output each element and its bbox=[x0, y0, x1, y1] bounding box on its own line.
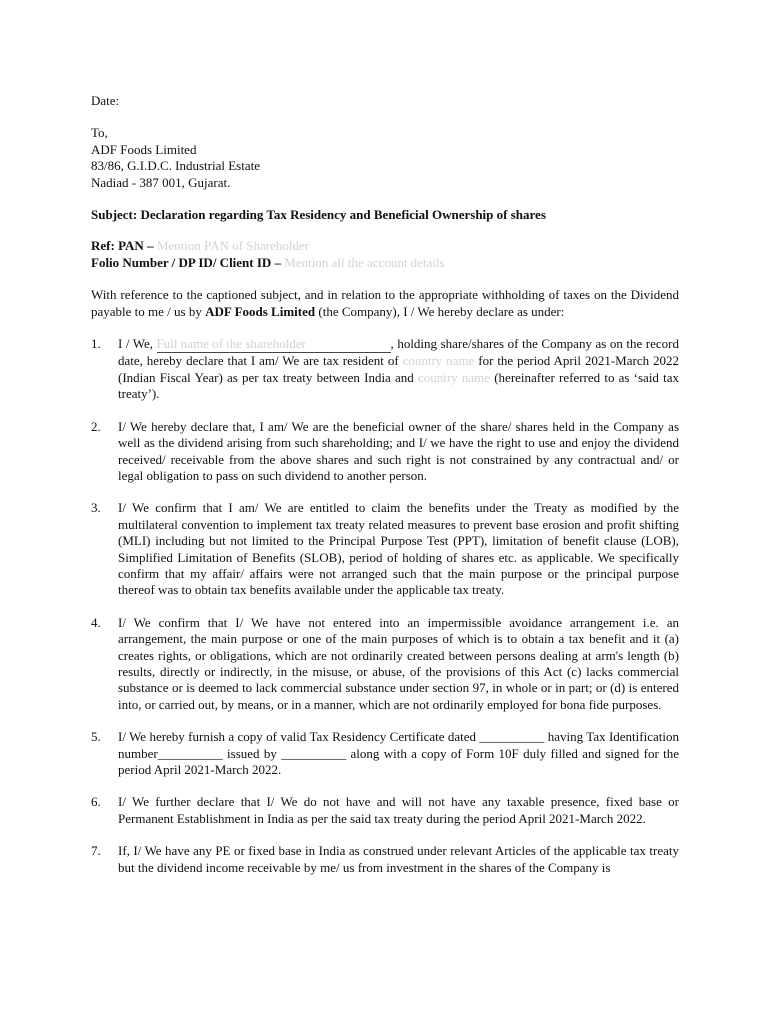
list-item bbox=[91, 794, 679, 827]
recipient-address bbox=[91, 125, 679, 191]
item-text: I/ We hereby declare that, I am/ We are the beneficial owner of the share/ shares held in the Company as well as the dividend arising from such shareholding; and I/ we have the right to use and enjoy the dividend received/ receivable from the above shares and such right is not constrained by any contractual and/ or legal obligation to pass on such dividend to another person. bbox=[118, 418, 679, 483]
subject-line: Subject: Declaration regarding Tax Residency and Beneficial Ownership of shares bbox=[91, 207, 546, 223]
item-1-tail: (hereinafter referred to as ‘said tax treaty’). bbox=[118, 369, 679, 402]
item-text: I/ We further declare that I/ We do not have and will not have any taxable presence, fixed base or Permanent Establishment in India as per the said tax treaty during the period April 2021-March 2022. bbox=[118, 794, 679, 826]
date-label: Date: bbox=[91, 93, 120, 108]
item-1-mid: for the period April 2021-March 2022 (Indian Fiscal Year) as per tax treaty between India and bbox=[118, 353, 680, 385]
item-text: I/ We hereby furnish a copy of valid Tax Residency Certificate dated __________ having Tax Identification number__________ issued by __________ along with a copy of Form 10F duly filled and signed for the period April 2021-March 2022. bbox=[118, 729, 679, 777]
intro-part-2: (the Company), I / We hereby declare as under: bbox=[318, 303, 565, 319]
list-item bbox=[91, 729, 679, 778]
declaration-list bbox=[91, 336, 679, 876]
address-line-1: 83/86, G.I.D.C. Industrial Estate bbox=[91, 158, 260, 174]
intro-company: ADF Foods Limited bbox=[205, 303, 316, 319]
item-text: I/ We confirm that I am/ We are entitled to claim the benefits under the Treaty as modified by the multilateral convention to implement tax treaty related measures to prevent base erosion and profit shifting (MLI) including but not limited to the Principal Purpose Test (PPT), limitation of benefit clause (LOB), Simplified Limitation of Benefits (SLOB), period of holding of shares etc. as applicable. We specifically confirm that my affair/ affairs were not arranged such that the main purpose or the principal purpose thereof was to obtain tax benefits available under the applicable tax treaty. bbox=[118, 500, 679, 598]
item-number: 5. bbox=[91, 729, 101, 745]
item-number: 7. bbox=[91, 843, 101, 859]
declaration-document bbox=[91, 93, 679, 876]
ref-folio-label: Folio Number / DP ID/ Client ID – bbox=[91, 254, 282, 270]
list-item bbox=[91, 500, 679, 598]
item-number: 2. bbox=[91, 418, 101, 434]
intro-paragraph bbox=[91, 287, 679, 320]
list-item bbox=[91, 336, 679, 403]
reference-block bbox=[91, 238, 679, 271]
item-1-after-name: , holding share/shares of the Company as on the record date, hereby declare that I am/ We are tax resident of bbox=[118, 336, 679, 369]
item-1-lead: I / We, bbox=[118, 336, 154, 352]
item-text: I/ We confirm that I/ We have not entered into an impermissible avoidance arrangement i.e. an arrangement, the main purpose or one of the main purposes of which is to obtain a tax benefit and it (a) creates rights, or obligations, which are not ordinarily created between persons dealing at arm's length (b) results, directly or indirectly, in the misuse, or abuse, of the provisions of this Act (c) lacks commercial substance or is deemed to lack commercial substance under section 97, in whole or in part; or (d) is entered into, or carried out, by means, or in a manner, which are not ordinarily employed for bona fide purposes. bbox=[118, 614, 679, 712]
address-to: To, bbox=[91, 125, 108, 141]
country-placeholder-2[interactable]: country name bbox=[417, 369, 491, 385]
list-item bbox=[91, 419, 679, 485]
address-line-2: Nadiad - 387 001, Gujarat. bbox=[91, 174, 231, 190]
ref-pan-line bbox=[91, 238, 679, 254]
country-placeholder-1[interactable]: country name bbox=[402, 353, 475, 369]
shareholder-name-field[interactable] bbox=[157, 336, 391, 353]
item-number: 6. bbox=[91, 794, 101, 810]
item-number: 4. bbox=[91, 614, 101, 630]
item-text: If, I/ We have any PE or fixed base in India as construed under relevant Articles of the applicable tax treaty but the dividend income receivable by me/ us from investment in the shares of the Company is bbox=[118, 843, 679, 875]
item-number: 3. bbox=[91, 500, 101, 516]
list-item bbox=[91, 615, 679, 713]
pan-placeholder[interactable]: Mention PAN of Shareholder bbox=[156, 238, 310, 254]
address-company: ADF Foods Limited bbox=[91, 141, 197, 157]
item-number: 1. bbox=[91, 336, 101, 352]
ref-folio-line bbox=[91, 255, 679, 271]
ref-pan-label: Ref: PAN – bbox=[91, 238, 154, 254]
shareholder-name-placeholder: Full name of the shareholder bbox=[156, 336, 307, 352]
intro-part-1: With reference to the captioned subject, and in relation to the appropriate withholding of taxes on the Dividend payable to me / us by bbox=[91, 287, 679, 319]
folio-placeholder[interactable]: Mention all the account details bbox=[284, 254, 445, 270]
list-item bbox=[91, 843, 679, 876]
